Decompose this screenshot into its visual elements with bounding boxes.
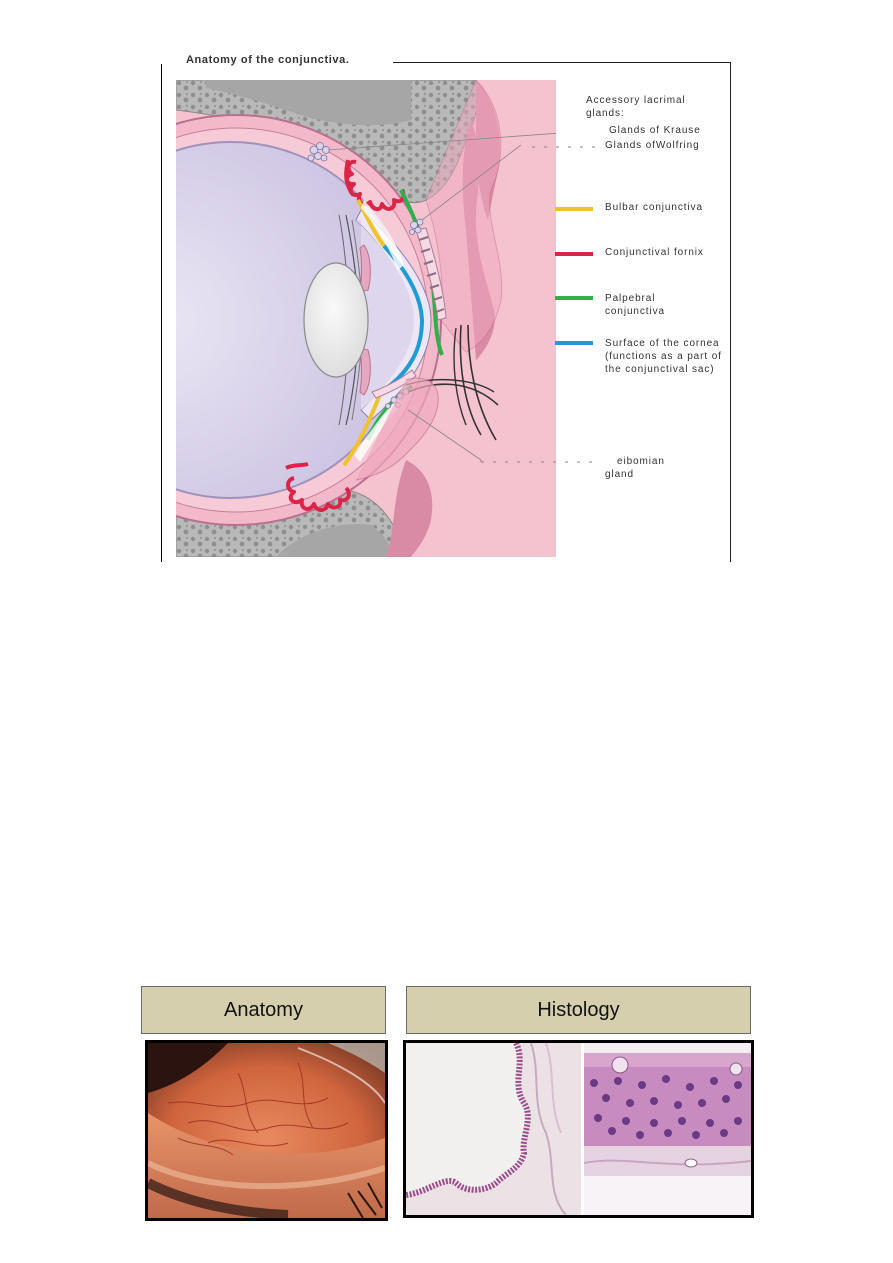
label-glands-krause: Glands of Krause [609,125,701,136]
label-leader-lines [0,0,893,600]
histology-header [406,986,751,1034]
legend-swatch-cornea [555,341,593,345]
label-glands-wolfring: Glands ofWolfring [605,140,700,151]
anatomy-header [141,986,386,1034]
legend-swatch-fornix [555,252,593,256]
legend-swatch-bulbar [555,207,593,211]
legend-label-palpebral: Palpebral conjunctiva [605,293,665,317]
accessory-glands-heading: Accessory lacrimal glands: [586,95,686,119]
legend-swatch-palpebral [555,296,593,300]
histology-photo [403,1040,754,1218]
anatomy-photo [145,1040,388,1221]
label-meibomian-gland: eibomian gland [605,456,665,480]
legend-label-bulbar: Bulbar conjunctiva [605,202,703,213]
legend-label-cornea: Surface of the cornea (functions as a part of the conjunctival sac) [605,338,722,375]
legend-label-fornix: Conjunctival fornix [605,247,704,258]
figure-title: Anatomy of the conjunctiva. [186,54,350,66]
anatomy-header-text: Anatomy [224,998,303,1021]
histology-header-text: Histology [537,998,620,1021]
